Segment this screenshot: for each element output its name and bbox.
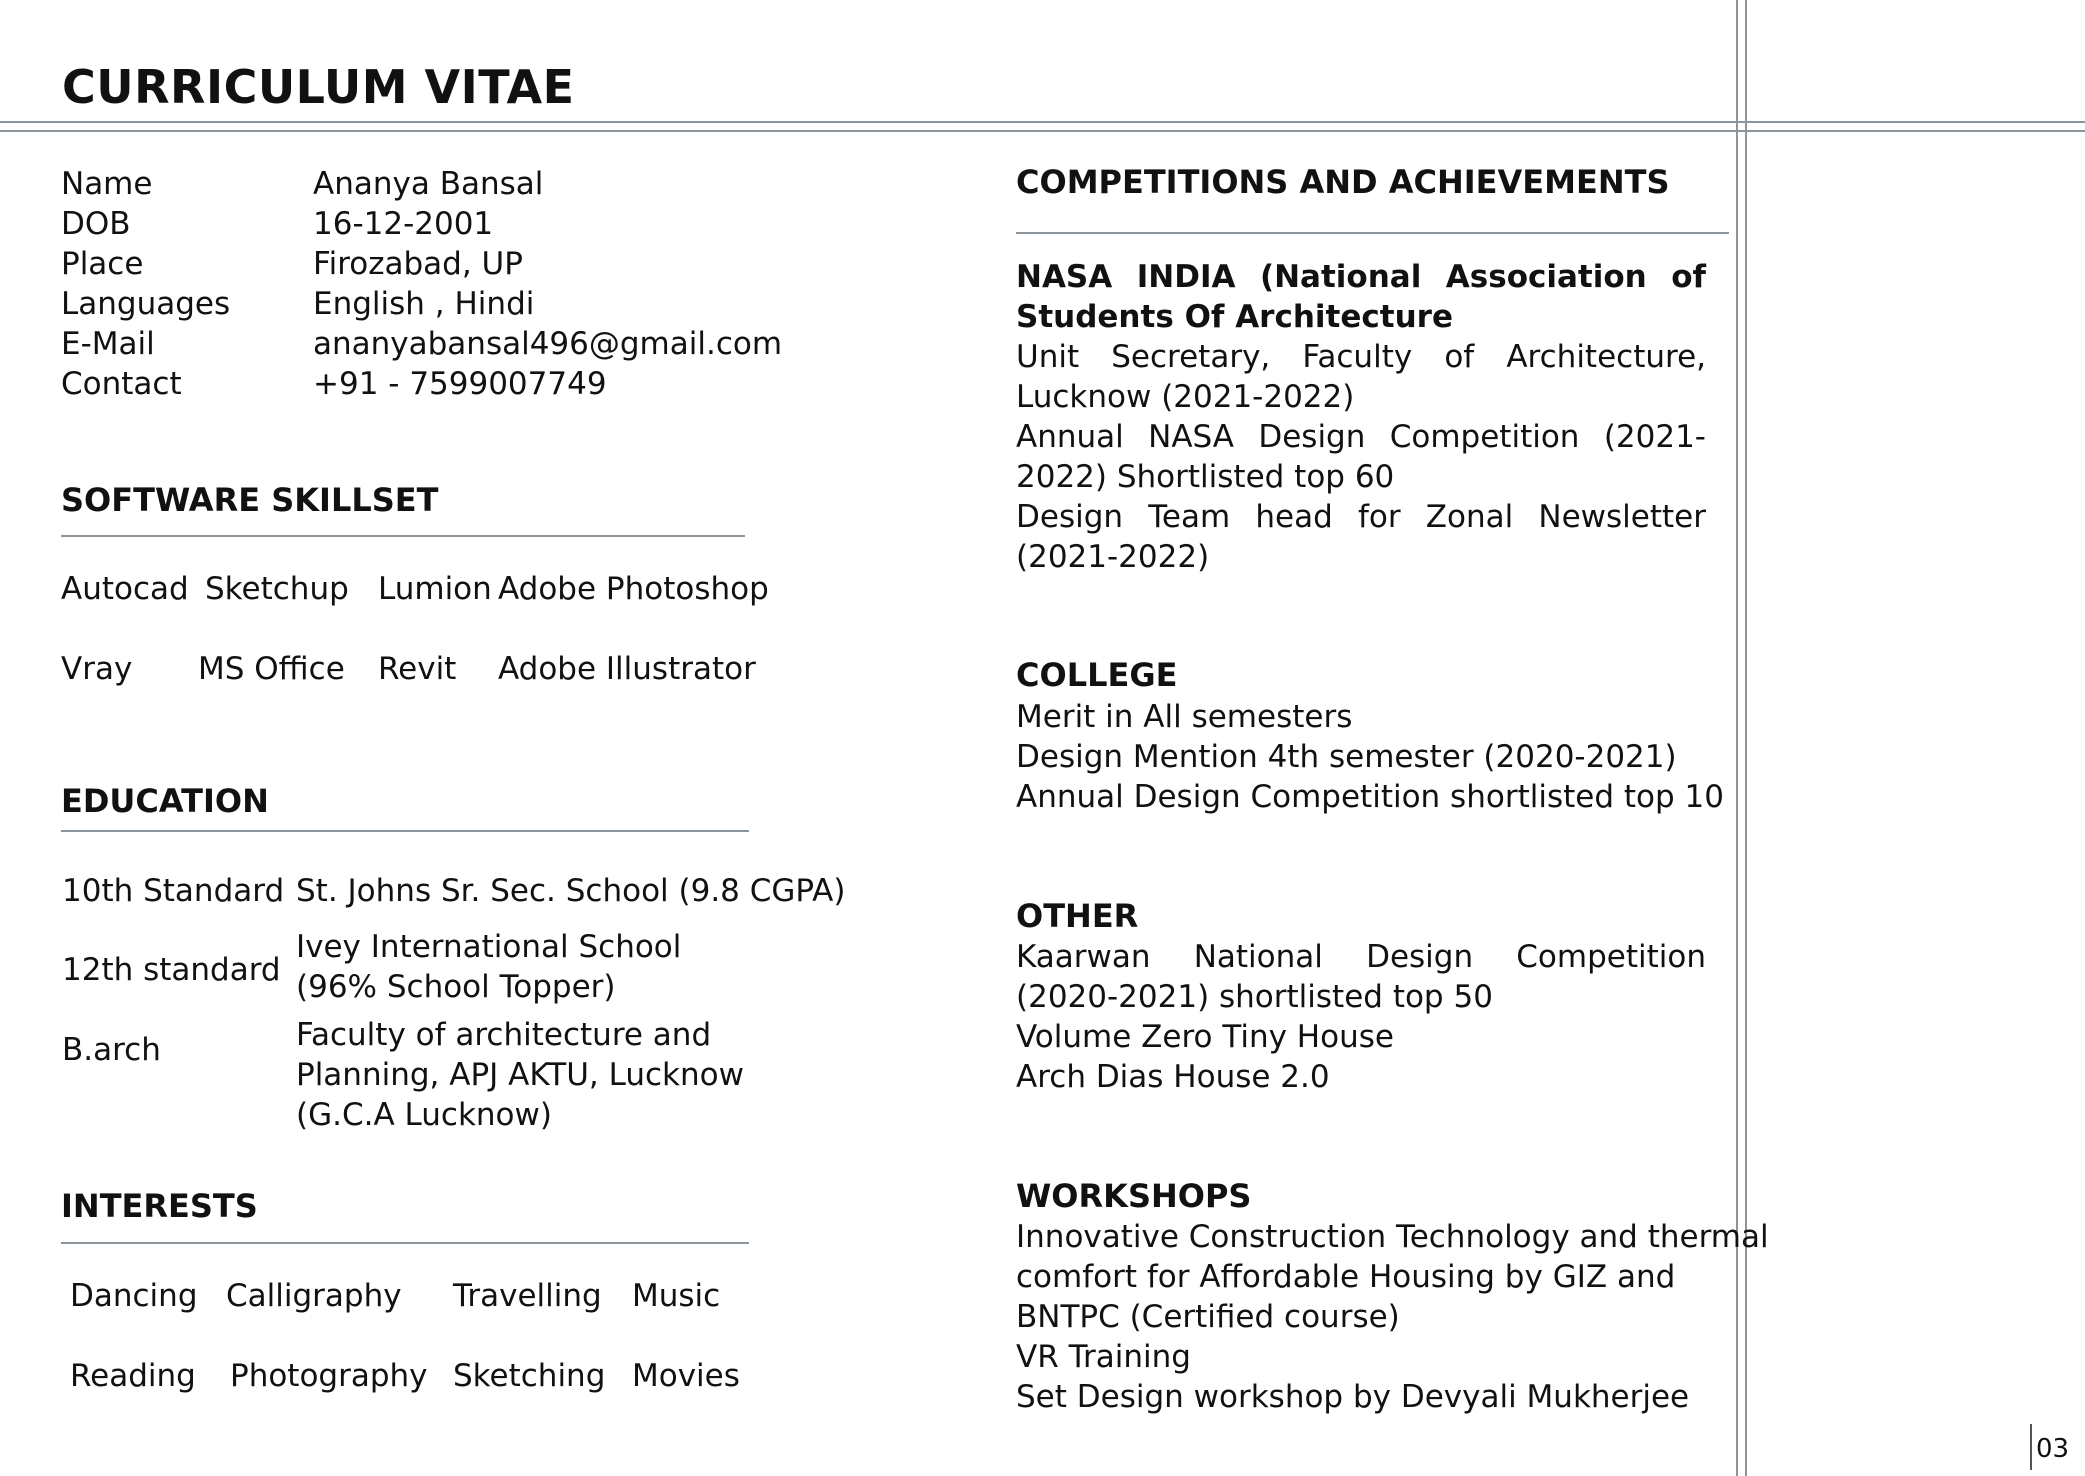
nasa-line: Unit Secretary, Faculty of Architecture, Lucknow (2021-2022)	[1016, 339, 1706, 415]
interest-item: Sketching	[453, 1358, 606, 1394]
workshop-line: Innovative Construction Technology and thermal	[1016, 1219, 1769, 1255]
education-level: B.arch	[62, 1032, 161, 1068]
skill-item: Vray	[61, 651, 133, 687]
interest-item: Photography	[230, 1358, 428, 1394]
other-line: Kaarwan National Design Competition (2020-2021) shortlisted top 50	[1016, 939, 1706, 1015]
personal-value: Firozabad, UP	[313, 246, 523, 282]
competitions-rule	[1016, 232, 1729, 234]
skill-item: Sketchup	[205, 571, 349, 607]
skill-item: Adobe Photoshop	[498, 571, 769, 607]
interest-item: Reading	[70, 1358, 196, 1394]
college-item: Design Mention 4th semester (2020-2021)	[1016, 739, 1677, 775]
skill-item: Adobe Illustrator	[498, 651, 756, 687]
interests-heading: INTERESTS	[61, 1187, 258, 1225]
education-rule	[61, 830, 749, 832]
college-item: Annual Design Competition shortlisted top 10	[1016, 779, 1724, 815]
workshop-line: comfort for Affordable Housing by GIZ and	[1016, 1259, 1676, 1295]
workshops-heading: WORKSHOPS	[1016, 1177, 1252, 1215]
header-rule-bottom	[0, 130, 2085, 132]
personal-label: Languages	[61, 286, 231, 322]
skill-item: Autocad	[61, 571, 189, 607]
workshop-line: Set Design workshop by Devyali Mukherjee	[1016, 1379, 1690, 1415]
page-number: 03	[2036, 1434, 2070, 1464]
education-detail: (G.C.A Lucknow)	[296, 1097, 552, 1133]
interest-item: Travelling	[453, 1278, 602, 1314]
education-level: 10th Standard	[62, 873, 285, 909]
education-detail: (96% School Topper)	[296, 969, 616, 1005]
personal-label: Place	[61, 246, 144, 282]
personal-label: Name	[61, 166, 153, 202]
interests-rule	[61, 1242, 749, 1244]
skill-item: Lumion	[378, 571, 492, 607]
education-detail: Planning, APJ AKTU, Lucknow	[296, 1057, 744, 1093]
other-heading: OTHER	[1016, 897, 1139, 935]
skill-item: MS Office	[198, 651, 345, 687]
personal-value: 16-12-2001	[313, 206, 494, 242]
interest-item: Music	[632, 1278, 721, 1314]
college-heading: COLLEGE	[1016, 656, 1178, 694]
personal-label: DOB	[61, 206, 131, 242]
interest-item: Dancing	[70, 1278, 198, 1314]
other-item: Arch Dias House 2.0	[1016, 1059, 1330, 1095]
personal-value: Ananya Bansal	[313, 166, 544, 202]
email-value: ananyabansal496@gmail.com	[313, 326, 783, 362]
interest-item: Calligraphy	[226, 1278, 402, 1314]
software-heading: SOFTWARE SKILLSET	[61, 481, 439, 519]
education-detail: Faculty of architecture and	[296, 1017, 712, 1053]
nasa-title: NASA INDIA (National Association of Students Of Architecture	[1016, 259, 1706, 335]
workshop-line: VR Training	[1016, 1339, 1191, 1375]
competitions-heading: COMPETITIONS AND ACHIEVEMENTS	[1016, 163, 1670, 201]
nasa-line: Design Team head for Zonal Newsletter (2021-2022)	[1016, 499, 1706, 575]
header-rule-top	[0, 121, 2085, 123]
personal-label: Contact	[61, 366, 182, 402]
education-level: 12th standard	[62, 952, 281, 988]
personal-label: E-Mail	[61, 326, 155, 362]
education-detail: Ivey International School	[296, 929, 682, 965]
workshop-line: BNTPC (Certified course)	[1016, 1299, 1400, 1335]
education-detail: St. Johns Sr. Sec. School (9.8 CGPA)	[296, 873, 846, 909]
contact-value: +91 - 7599007749	[313, 366, 607, 402]
page-number-marker	[2030, 1424, 2032, 1470]
page-title: CURRICULUM VITAE	[62, 60, 575, 114]
education-heading: EDUCATION	[61, 782, 269, 820]
software-rule	[61, 535, 745, 537]
other-item: Volume Zero Tiny House	[1016, 1019, 1394, 1055]
college-item: Merit in All semesters	[1016, 699, 1353, 735]
nasa-line: Annual NASA Design Competition (2021-2022) Shortlisted top 60	[1016, 419, 1706, 495]
personal-value: English , Hindi	[313, 286, 535, 322]
interest-item: Movies	[632, 1358, 740, 1394]
skill-item: Revit	[378, 651, 457, 687]
